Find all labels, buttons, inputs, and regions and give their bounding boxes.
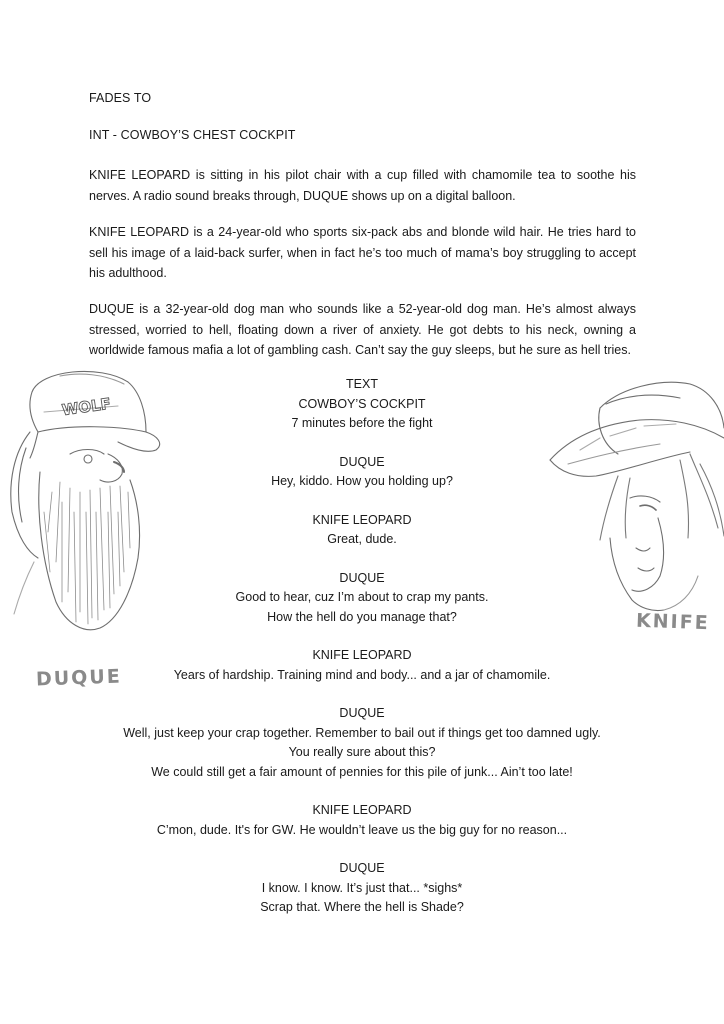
dialogue-line: Years of hardship. Training mind and body... and a jar of chamomile.: [173, 667, 551, 682]
dialogue-block: [0, 704, 724, 782]
speaker-name: DUQUE: [339, 861, 385, 875]
dialogue-line: We could still get a fair amount of pennies for this pile of junk... Ain’t too late!: [151, 764, 573, 779]
speaker-name: DUQUE: [339, 454, 385, 469]
dialogue-block: [0, 646, 724, 685]
dialogue-line: Well, just keep your crap together. Remember to bail out if things get too damned ugly.: [123, 725, 601, 740]
dialogue-line: 7 minutes before the fight: [291, 416, 433, 430]
speaker-name: KNIFE LEOPARD: [312, 648, 412, 662]
transition: FADES TO: [89, 91, 152, 105]
dialogue-line: Great, dude.: [327, 532, 397, 546]
dialogue-line: Good to hear, cuz I’m about to crap my pants.: [235, 590, 489, 604]
dialogue-block: [0, 453, 724, 492]
action-paragraph: KNIFE LEOPARD is sitting in his pilot chair with a cup filled with chamomile tea to soothe his nerves. A radio sound breaks through, DUQUE shows up on a digital balloon.: [89, 168, 636, 203]
scene-heading: INT - COWBOY’S CHEST COCKPIT: [89, 128, 296, 142]
duque-sketch-label: DUQUE: [35, 665, 123, 691]
dialogue-line: I know. I know. It’s just that... *sighs*: [261, 880, 463, 895]
dialogue-line: How the hell do you manage that?: [267, 609, 457, 624]
cap-lettering: WOLF: [60, 394, 112, 420]
speaker-name: TEXT: [346, 377, 378, 391]
dialogue-line: Hey, kiddo. How you holding up?: [271, 474, 453, 488]
character-description-knife: KNIFE LEOPARD is a 24-year-old who sports six-pack abs and blonde wild hair. He tries hard to sell his image of a laid-back surfer, when in fact he’s too much of mama’s boy struggling to accept his adulthood.: [89, 225, 636, 280]
character-description-duque: DUQUE is a 32-year-old dog man who sounds like a 52-year-old dog man. He’s almost always stressed, worried to hell, floating down a river of anxiety. He got debts to his neck, owning a worldwide famous mafia a lot of gambling cash. Can’t say the guy sleeps, but he sure as hell tries.: [89, 302, 636, 357]
knife-sketch-label: KNIFE: [635, 609, 711, 635]
dialogue-block: [0, 569, 724, 628]
speaker-name: DUQUE: [339, 570, 385, 585]
dialogue-block: [0, 375, 724, 434]
dialogue-section: [0, 375, 724, 937]
dialogue-block: [0, 801, 724, 840]
dialogue-block: [0, 511, 724, 550]
dialogue-line: Scrap that. Where the hell is Shade?: [260, 900, 464, 914]
speaker-name: KNIFE LEOPARD: [312, 803, 412, 817]
speaker-name: KNIFE LEOPARD: [312, 512, 412, 527]
dialogue-line: You really sure about this?: [288, 745, 436, 759]
dialogue-block: [0, 859, 724, 918]
dialogue-line: COWBOY’S COCKPIT: [298, 396, 426, 411]
speaker-name: DUQUE: [339, 706, 385, 720]
dialogue-line: C’mon, dude. It's for GW. He wouldn’t leave us the big guy for no reason...: [156, 822, 568, 837]
